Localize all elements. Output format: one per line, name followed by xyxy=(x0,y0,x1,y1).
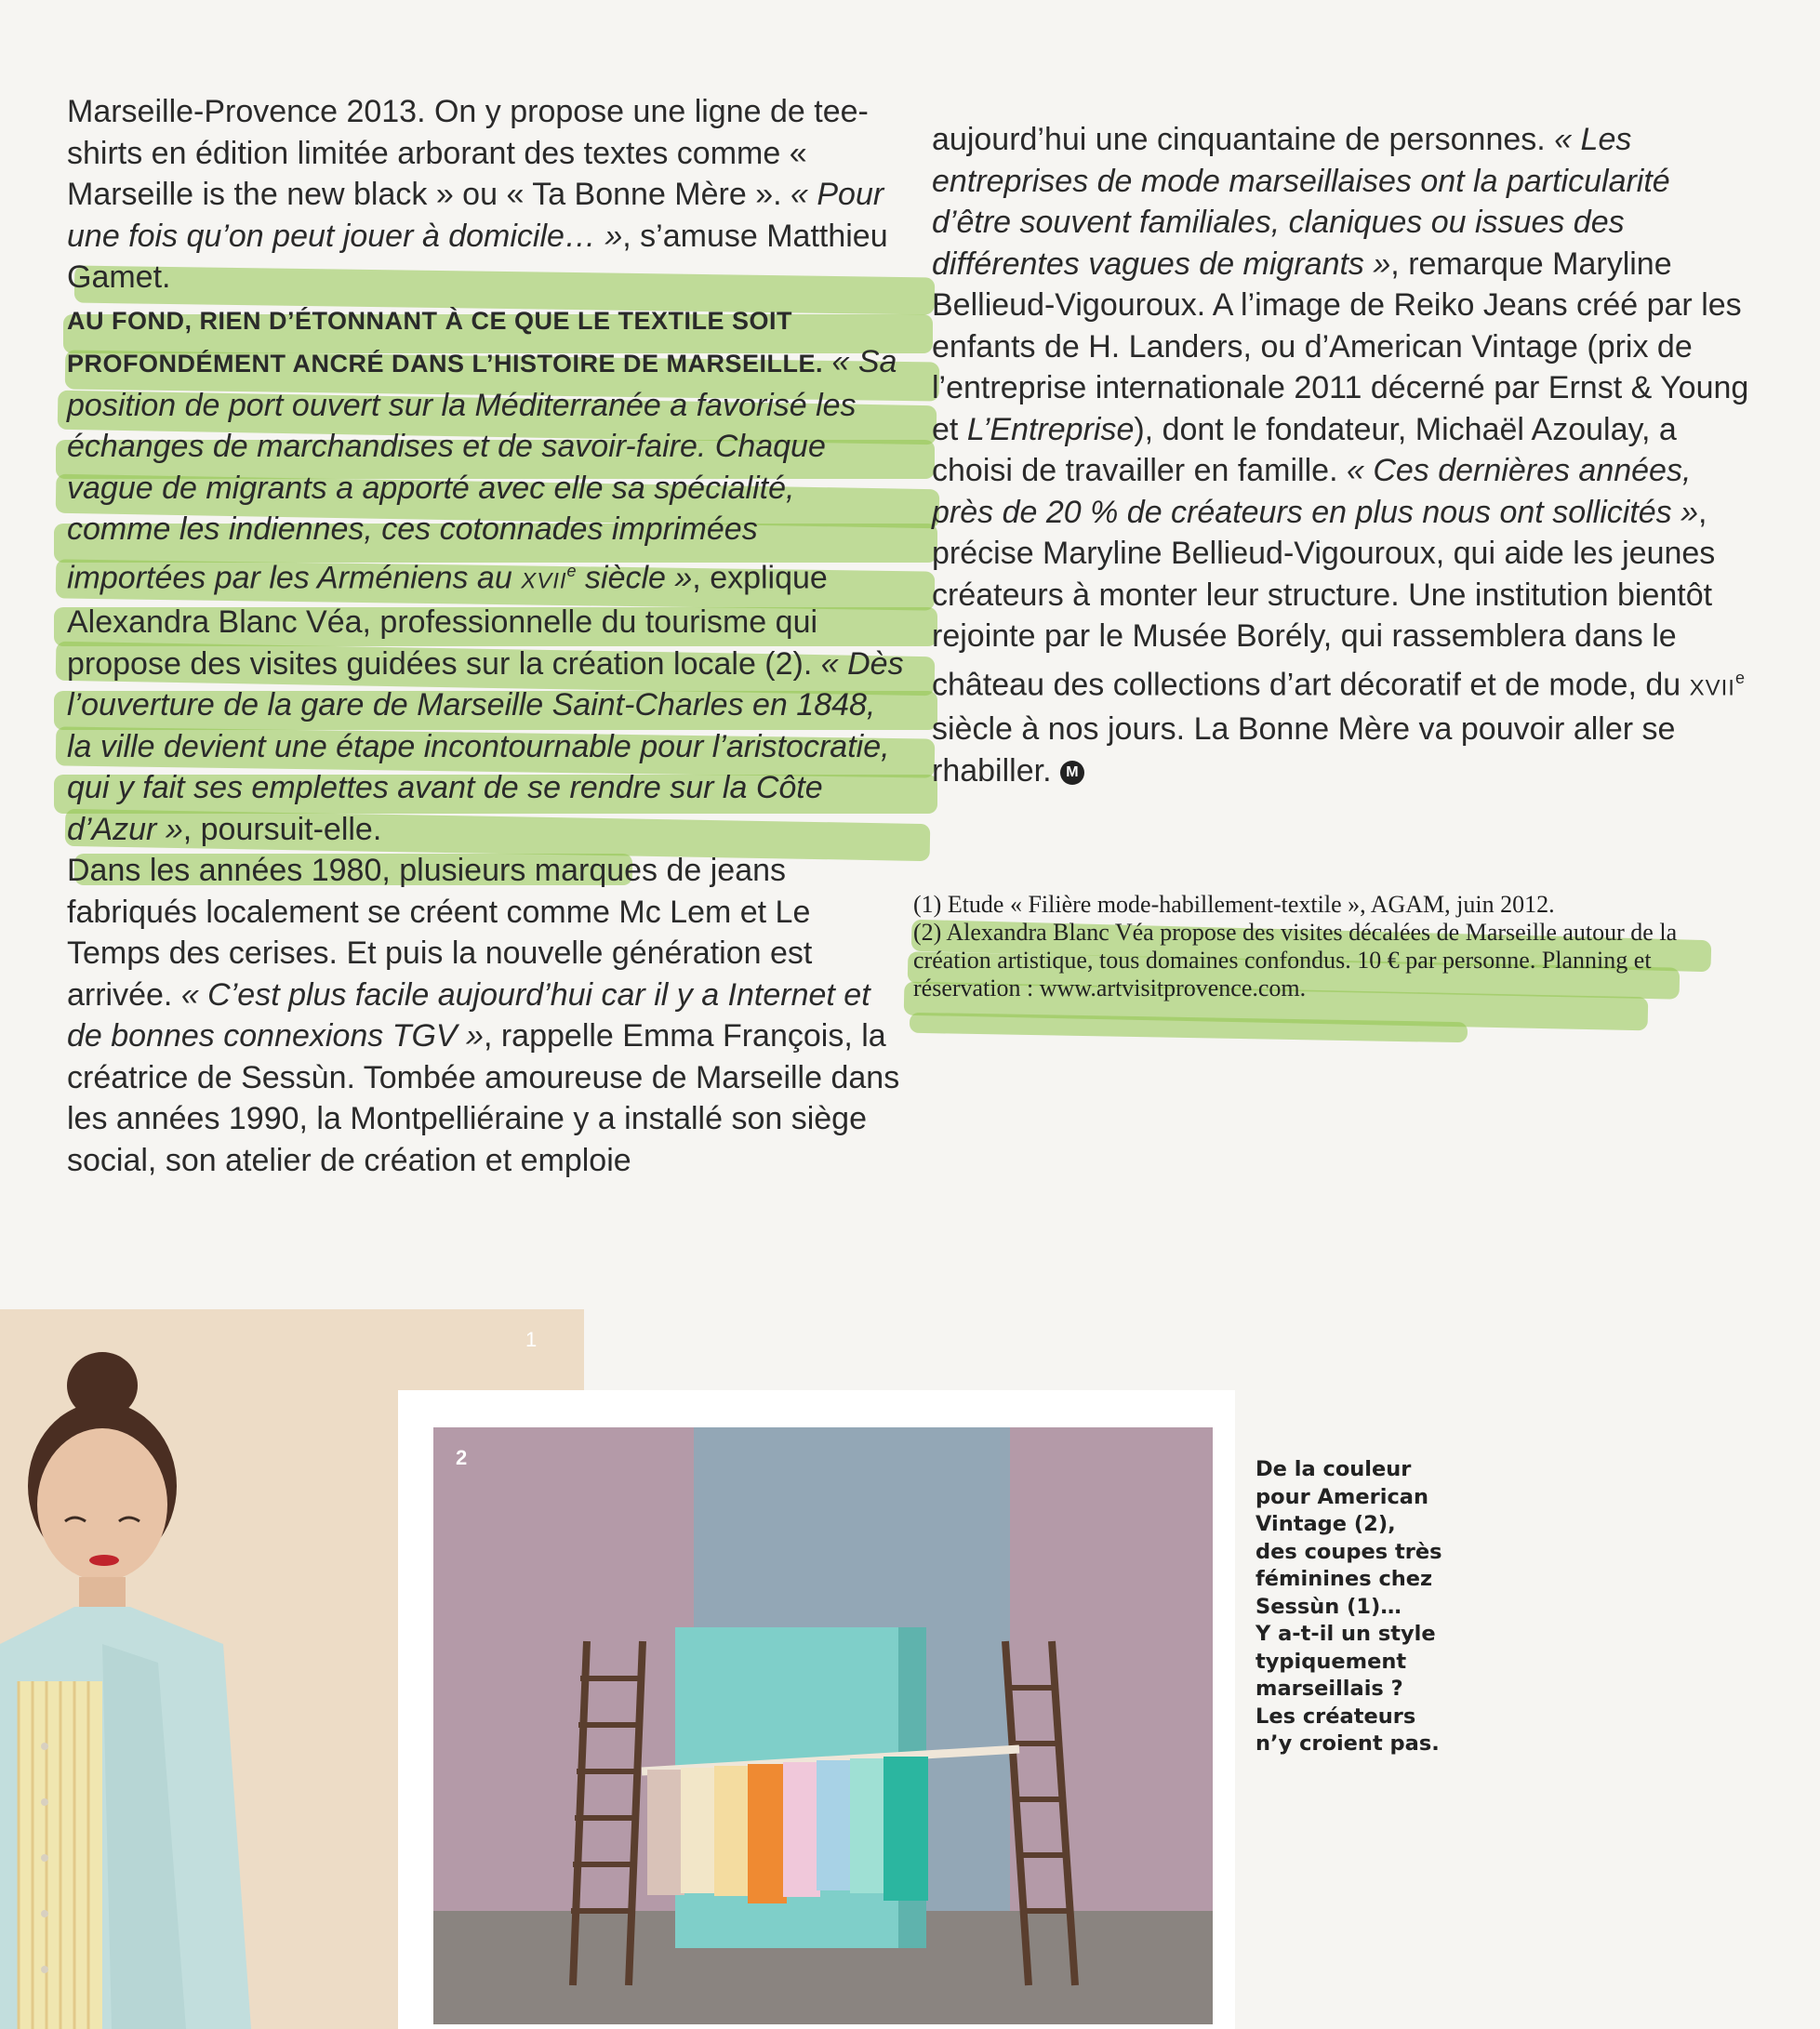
body-text: , explique Alexandra Blanc Véa, professionnelle du tourisme qui propose des visites guidées sur la création locale (2). xyxy=(67,559,828,682)
caption-line: Y a-t-il un style xyxy=(1255,1622,1436,1646)
caption-line: pour American xyxy=(1255,1484,1428,1509)
body-text: , précise Maryline Bellieud-Vigouroux, qui aide les jeunes créateurs à monter leur structure. Une institution bientôt rejointe par le Musée Borély, qui rassemblera dans le château des collections d’art décoratif et de mode, du xyxy=(932,494,1716,702)
quote-text: « Dès l’ouverture de la gare de Marseille Saint-Charles en 1848, la ville devient une étape incontournable pour l’aristocratie, qui y fait ses emplettes avant de se rendre sur la Côte d’Azur » xyxy=(67,645,904,847)
clothes-rack-illustration xyxy=(433,1427,1213,2024)
article-column-right xyxy=(932,119,1750,791)
caption-line: De la couleur xyxy=(1255,1457,1412,1481)
quote-text: siècle » xyxy=(576,559,693,595)
caption-line: Vintage (2), xyxy=(1255,1512,1396,1536)
photo-2 xyxy=(433,1427,1213,2024)
body-text: , rappelle Emma François, la créatrice de Sessùn. Tombée amoureuse de Marseille dans les années 1990, la Montpelliéraine y a installé son siège social, son atelier de création et emploie xyxy=(67,1018,900,1178)
caption-line: Les créateurs xyxy=(1255,1704,1416,1729)
end-of-article-icon: M xyxy=(1060,761,1084,785)
body-text: siècle à nos jours. La Bonne Mère va pouvoir aller se rhabiller. xyxy=(932,711,1676,789)
paragraph xyxy=(67,298,904,851)
body-text: Dans les années 1980, plusieurs marques de jeans fabriqués localement se créent comme Mc Lem et Le Temps des cerises. Et puis la nouvelle génération est arrivée. xyxy=(67,853,813,1013)
quote-text: « Pour une fois qu’on peut jouer à domicile… » xyxy=(67,177,884,254)
quote-text: « Sa position de port ouvert sur la Méditerranée a favorisé les échanges de marchandises et de savoir-faire. Chaque vague de migrants a apporté avec elle sa spécialité, comme les indiennes, ces cotonnades imprimées importées par les Arméniens au xyxy=(67,344,897,595)
caption-line: marseillais ? xyxy=(1255,1677,1403,1701)
photo-number: 1 xyxy=(525,1328,538,1351)
footnote: (2) Alexandra Blanc Véa propose des visites décalées de Marseille autour de la création artistique, tous domaines confondus. 10 € par personne. Planning et réservation : www.artvisitprovence.com. xyxy=(913,919,1678,1001)
body-text: Marseille-Provence 2013. On y propose une ligne de tee-shirts en édition limitée arborant des textes comme « Marseille is the new black » ou « Ta Bonne Mère ». xyxy=(67,94,869,212)
body-text: , poursuit-elle. xyxy=(182,811,382,847)
body-text: , remarque Maryline Bellieud-Vigouroux. A l’image de Reiko Jeans créé par les enfants de H. Landers, ou d’American Vintage (prix de l’entreprise internationale 2011 décerné par Ernst & Young et xyxy=(932,245,1749,447)
century-superscript: e xyxy=(566,561,577,580)
caption-line: typiquement xyxy=(1255,1649,1407,1674)
publication-title: L’Entreprise xyxy=(966,411,1135,447)
quote-text: « Ces dernières années, près de 20 % de créateurs en plus nous ont sollicités » xyxy=(932,453,1699,530)
footnote: (1) Etude « Filière mode-habillement-textile », AGAM, juin 2012. xyxy=(913,891,1555,918)
caption-line: n’y croient pas. xyxy=(1255,1731,1440,1756)
body-text: , s’amuse Matthieu Gamet. xyxy=(67,218,888,295)
lead-in-caps: AU FOND, RIEN D’ÉTONNANT À CE QUE LE TEXTILE SOIT PROFONDÉMENT ANCRÉ DANS L’HISTOIRE DE MARSEILLE. xyxy=(67,306,824,378)
century-numeral: XVII xyxy=(521,567,567,593)
quote-text: « C’est plus facile aujourd’hui car il y a Internet et de bonnes connexions TGV » xyxy=(67,976,870,1054)
body-text: aujourd’hui une cinquantaine de personnes. xyxy=(932,122,1555,157)
quote-text: « Les entreprises de mode marseillaises ont la particularité d’être souvent familiales, claniques ou issues des différentes vagues de migrants » xyxy=(932,122,1670,282)
caption-line: des coupes très xyxy=(1255,1539,1442,1564)
footnotes xyxy=(913,891,1732,1002)
caption-line: Sessùn (1)… xyxy=(1255,1594,1402,1619)
caption-line: féminines chez xyxy=(1255,1567,1433,1591)
paragraph xyxy=(67,850,904,1181)
paragraph xyxy=(67,91,904,298)
paragraph xyxy=(932,119,1750,791)
article-column-left xyxy=(67,91,904,1181)
photo-number: 2 xyxy=(456,1446,468,1469)
century-superscript: e xyxy=(1734,668,1745,687)
photo-caption xyxy=(1255,1456,1497,1758)
body-text: ), dont le fondateur, Michaël Azoulay, a choisi de travailler en famille. xyxy=(932,411,1677,488)
century-numeral: XVII xyxy=(1689,674,1735,700)
